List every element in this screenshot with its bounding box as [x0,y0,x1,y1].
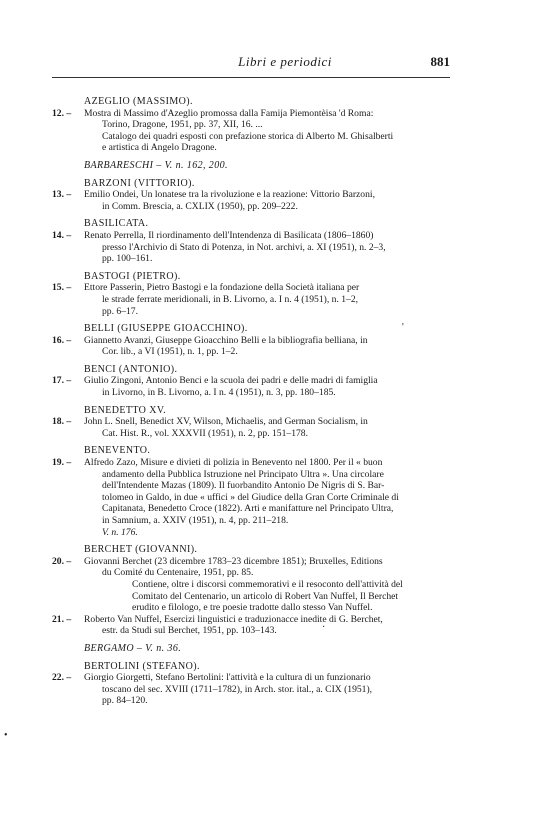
entry-number: 14. – [52,229,72,241]
subject-heading: BASTOGI (PIETRO). [84,270,181,282]
entry-line: andamento della Pubblica Istruzione nel Principato Ultra ». Una circolare [102,468,384,480]
margin-mark: ' [402,322,404,333]
entry-line: Emilio Ondei, Un lonatese tra la rivoluzione e la reazione: Vittorio Barzoni, [84,189,375,201]
bibliography-entry [52,108,462,154]
subject-heading: BERCHET (GIOVANNI). [84,544,198,556]
entry-number: 21. – [52,613,72,625]
entry-line: Cor. lib., a VI (1951), n. 1, pp. 1–2. [102,346,238,358]
entry-number: 15. – [52,282,72,294]
entry-line: tolomeo in Galdo, in due « uffici » del Giudice della Gran Corte Criminale di [102,491,399,503]
entry-line: du Comité du Centenaire, 1951, pp. 85. [102,567,254,579]
entry-number: 18. – [52,416,72,428]
subject-heading: BASILICATA. [84,218,149,230]
page-number: 881 [430,54,450,69]
entry-number: 17. – [52,375,72,387]
entry-line: pp. 100–161. [102,253,153,265]
entry-crossref: V. n. 176. [102,526,138,538]
entry-number: 13. – [52,189,72,201]
entry-number: 19. – [52,457,72,469]
entry-number: 22. – [52,672,72,684]
entry-line: Catalogo dei quadri esposti con prefazione storica di Alberto M. Ghisalberti [102,130,394,142]
cross-reference: BERGAMO – V. n. 36. [84,642,182,654]
subject-heading: BENEVENTO. [84,445,151,457]
entry-line: pp. 84–120. [102,695,148,707]
bibliography-entry [52,556,462,614]
entry-line: le strade ferrate meridionali, in B. Livorno, a. I n. 4 (1951), n. 1–2, [102,293,359,305]
entry-line: pp. 6–17. [102,305,138,317]
running-header [60,56,450,74]
bibliography-entry [52,416,462,439]
entry-line: toscano del sec. XVIII (1711–1782), in Arch. stor. ital., a. CIX (1951), [102,683,373,695]
entry-line: Giannetto Avanzi, Giuseppe Gioacchino Belli e la bibliografia belliana, in [84,334,368,346]
entry-line: Giulio Zingoni, Antonio Benci e la scuola dei padri e delle madri di famiglia [84,375,378,387]
bibliography-body [52,96,462,707]
entry-line: Alfredo Zazo, Misure e divieti di polizia in Benevento nel 1800. Per il « buon [84,457,383,469]
margin-mark: · [322,622,326,633]
entry-line: estr. da Studi sul Berchet, 1951, pp. 103–143. [102,625,277,637]
entry-line: Renato Perrella, Il riordinamento dell'Intendenza di Basilicata (1806–1860) [84,229,374,241]
running-title: Libri e periodici [238,54,332,69]
entry-line: Giovanni Berchet (23 dicembre 1783–23 dicembre 1851); Bruxelles, Editions [84,555,383,567]
subject-heading: BERTOLINI (STEFANO). [84,660,200,672]
entry-line: dell'Intendente Mazas (1809). Il fuorbandito Antonio De Nigris di S. Bar- [102,480,385,492]
header-rule [52,77,450,78]
bibliography-entry [52,672,462,707]
entry-line: e artistica di Angelo Dragone. [102,142,217,154]
entry-line: John L. Snell, Benedict XV, Wilson, Michaelis, and German Socialism, in [84,416,368,428]
subject-heading: BENEDETTO XV. [84,404,167,416]
entry-number: 16. – [52,334,72,346]
bibliography-entry [52,230,462,265]
entry-line: Giorgio Giorgetti, Stefano Bertolini: l'attività e la cultura di un funzionario [84,672,371,684]
entry-line: Ettore Passerin, Pietro Bastogi e la fondazione della Società italiana per [84,282,360,294]
subject-heading: BENCI (ANTONIO). [84,363,178,375]
bibliography-entry [52,614,462,637]
bibliography-entry [52,335,462,358]
subject-heading: AZEGLIO (MASSIMO). [84,96,193,107]
cross-reference: BARBARESCHI – V. n. 162, 200. [84,159,228,171]
entry-note: Contiene, oltre i discorsi commemorativi e il resoconto dell'attività del [132,578,403,590]
margin-mark: • [4,730,8,741]
entry-note: Comitato del Centenario, un articolo di Robert Van Nuffel, Il Berchet [132,590,399,602]
bibliography-entry [52,189,462,212]
entry-line: Cat. Hist. R., vol. XXXVII (1951), n. 2, pp. 151–178. [102,427,308,439]
entry-note: erudito e filologo, e tre poesie tradotte dallo stesso Van Nuffel. [132,602,373,614]
bibliography-entry [52,282,462,317]
entry-line: Capitanata, Benedetto Croce (1822). Arti e manifatture nel Principato Ultra, [102,503,394,515]
entry-line: in Samnium, a. XXIV (1951), n. 4, pp. 211–218. [102,515,289,526]
entry-line: in Comm. Brescia, a. CXLIX (1950), pp. 209–222. [102,200,298,212]
bibliography-entry [52,375,462,398]
subject-heading: BELLI (GIUSEPPE GIOACCHINO). [84,323,248,335]
entry-line: presso l'Archivio di Stato di Potenza, in Not. archivi, a. XI (1951), n. 2–3, [102,241,386,253]
entry-line: Mostra di Massimo d'Azeglio promossa dalla Famija Piemontèisa 'd Roma: [84,107,374,119]
bibliography-entry [52,457,462,538]
entry-line: Roberto Van Nuffel, Esercizi linguistici e traduzionacce inedite di G. Berchet, [84,613,383,625]
entry-line: in Livorno, in B. Livorno, a. I n. 4 (1951), n. 3, pp. 180–185. [102,387,336,399]
entry-number: 12. – [52,107,72,119]
entry-number: 20. – [52,555,72,567]
entry-line: Torino, Dragone, 1951, pp. 37, XII, 16. ... [102,119,263,131]
subject-heading: BARZONI (VITTORIO). [84,177,195,189]
